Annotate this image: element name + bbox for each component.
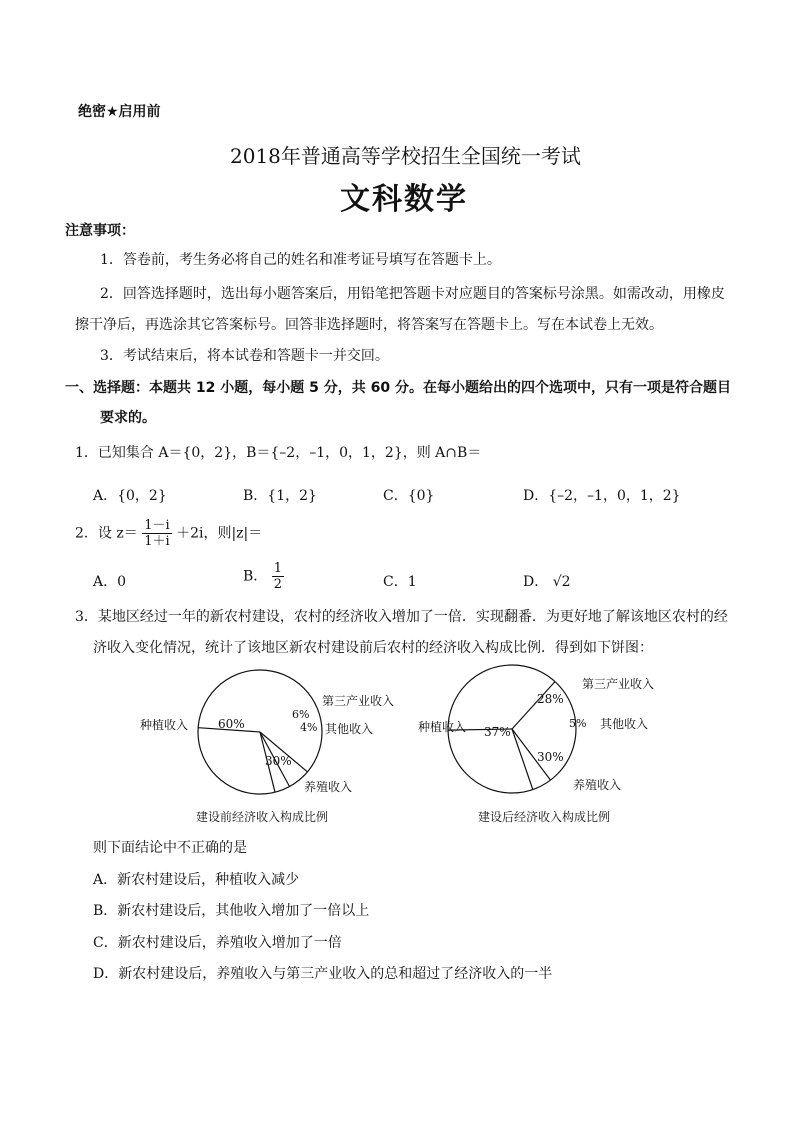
section-heading-cont: 要求的。 — [100, 410, 156, 426]
note-item: 3．考试结束后，将本试卷和答题卡一并交回。 — [100, 348, 389, 364]
q3-option-c: C．新农村建设后，养殖收入增加了一倍 — [93, 935, 342, 951]
q3-stem-cont: 济收入变化情况，统计了该地区新农村建设前后农村的经济收入构成比例．得到如下饼图： — [93, 640, 653, 656]
pie1-slice-boundary-养殖收入 — [512, 729, 533, 790]
pie0-label-other: 其他收入 — [325, 722, 374, 736]
q2-option-b-fraction — [272, 561, 284, 592]
section-heading: 一、选择题：本题共 12 小题，每小题 5 分，共 60 分。在每小题给出的四个选项中，只有一项是符合题目 — [65, 380, 731, 396]
q2-option-b — [243, 561, 284, 592]
pie1-value-planting: 37% — [484, 725, 511, 739]
q2-suffix: ＋2i，则|z|＝ — [176, 525, 263, 542]
pie0-value-tertiary: 6% — [292, 708, 310, 721]
q2-prefix: 2．设 z＝ — [75, 525, 138, 542]
q2-stem — [75, 518, 262, 549]
note-item: 2．回答选择题时，选出每小题答案后，用铅笔把答题卡对应题目的答案标号涂黑。如需改动，用橡皮 — [100, 286, 725, 302]
q1-stem: 1．已知集合 A＝{0，2}，B＝{–2，–1，0，1，2}，则 A∩B＝ — [75, 445, 482, 461]
q2-option-c: C．1 — [383, 574, 417, 590]
q2-option-b-num: 1 — [273, 561, 283, 576]
pie1-value-tertiary: 28% — [537, 692, 564, 706]
q1-option-d: D．{–2，–1，0，1，2} — [523, 488, 681, 504]
q3-option-a: A．新农村建设后，种植收入减少 — [93, 872, 300, 888]
pie0-value-other: 4% — [300, 721, 318, 734]
pie1-value-breeding: 30% — [537, 750, 564, 764]
pie-chart-after — [448, 665, 576, 793]
q2-option-d — [523, 571, 571, 591]
q1-option-a: A．{0，2} — [93, 488, 167, 504]
q2-frac-num: 1－i — [144, 518, 170, 533]
pie1-value-other: 5% — [569, 717, 587, 730]
pie0-label-tertiary: 第三产业收入 — [322, 694, 395, 708]
pie1-caption: 建设后经济收入构成比例 — [478, 810, 611, 824]
q2-option-d-label: D． — [523, 574, 549, 590]
q3-stem: 3．某地区经过一年的新农村建设，农村的经济收入增加了一倍．实现翻番．为更好地了解该地区农村的经 — [75, 609, 728, 625]
pie1-label-tertiary: 第三产业收入 — [582, 677, 655, 691]
pie1-label-other: 其他收入 — [600, 717, 649, 731]
pie-charts — [0, 660, 800, 830]
pie0-caption: 建设前经济收入构成比例 — [196, 810, 329, 824]
q2-option-b-den: 2 — [273, 577, 283, 592]
q3-option-b: B．新农村建设后，其他收入增加了一倍以上 — [93, 903, 370, 919]
q2-frac-den: 1＋i — [144, 534, 170, 549]
q2-option-d-value: √2 — [552, 574, 571, 590]
q1-option-b: B．{1，2} — [243, 488, 317, 504]
notes-heading: 注意事项： — [65, 223, 135, 239]
exam-title: 2018年普通高等学校招生全国统一考试 — [230, 144, 581, 168]
pie1-label-breeding: 养殖收入 — [573, 778, 622, 792]
q3-question: 则下面结论中不正确的是 — [93, 840, 247, 856]
pie0-value-breeding: 30% — [265, 754, 292, 768]
subject-title: 文科数学 — [340, 182, 468, 217]
q2-fraction — [142, 518, 171, 549]
q2-option-a: A．0 — [93, 574, 127, 590]
secret-label: 绝密★启用前 — [78, 104, 161, 120]
pie0-label-breeding: 养殖收入 — [304, 780, 353, 794]
note-item: 擦干净后，再选涂其它答案标号。回答非选择题时，将答案写在答题卡上。写在本试卷上无效。 — [75, 317, 663, 333]
pie1-label-planting: 种植收入 — [418, 720, 467, 734]
q1-option-c: C．{0} — [383, 488, 435, 504]
q3-option-d: D．新农村建设后，养殖收入与第三产业收入的总和超过了经济收入的一半 — [93, 966, 553, 982]
note-item: 1．答卷前，考生务必将自己的姓名和准考证号填写在答题卡上。 — [100, 252, 501, 268]
q2-option-b-label: B． — [243, 568, 268, 585]
pie0-value-planting: 60% — [218, 717, 245, 731]
pie0-label-planting: 种植收入 — [140, 718, 189, 732]
